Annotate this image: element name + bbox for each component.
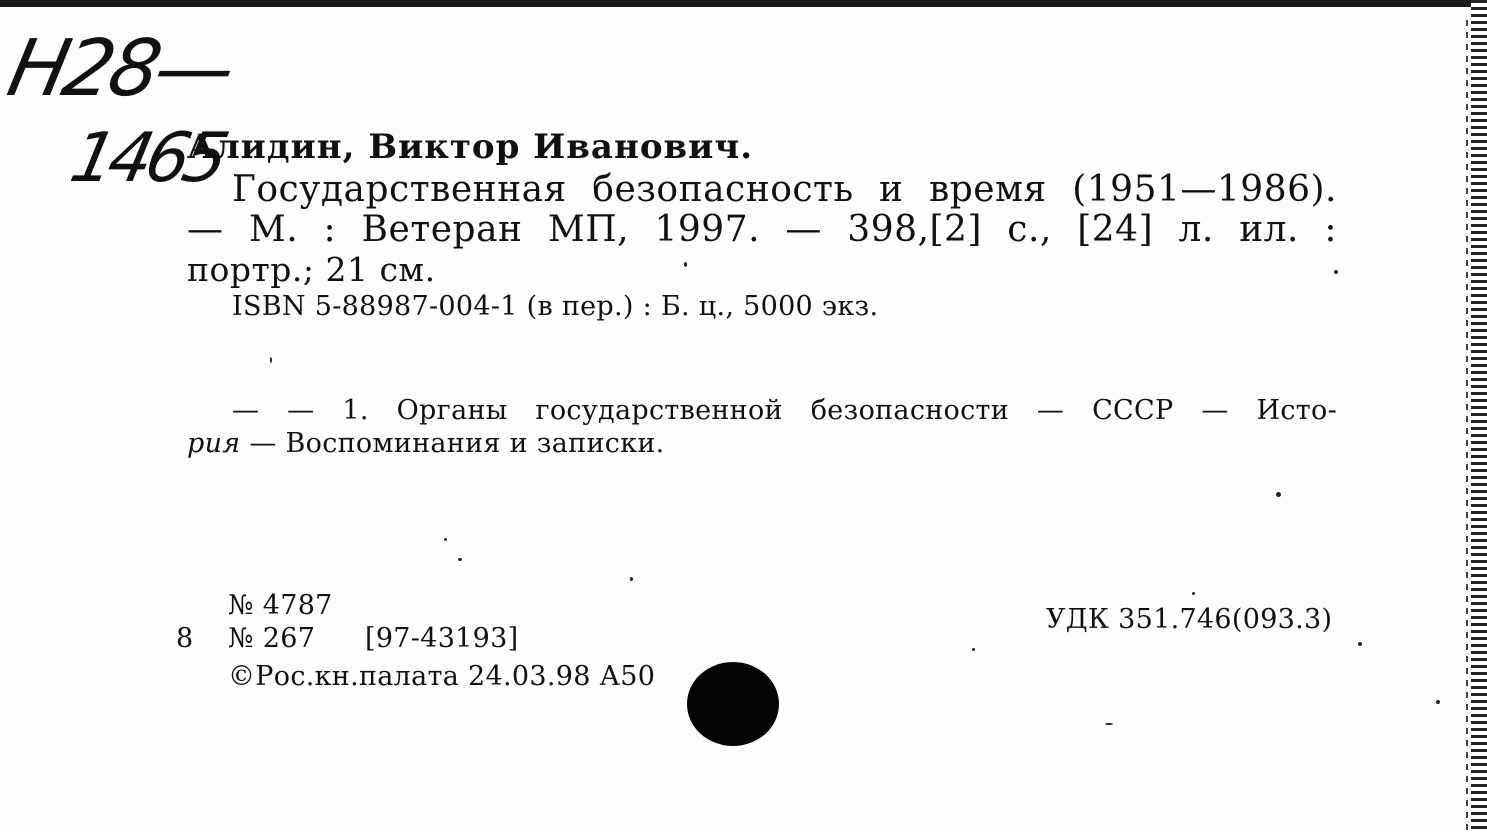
scan-speck xyxy=(1192,592,1195,595)
scan-speck xyxy=(972,648,975,651)
subject-heading-rest: — Воспоминания и записки. xyxy=(240,428,665,459)
scan-speck xyxy=(630,577,633,581)
scan-speck xyxy=(270,357,272,363)
scan-speck xyxy=(444,538,447,541)
card-number-2-code: [97-43193] xyxy=(365,623,519,654)
scan-speck xyxy=(1276,492,1281,497)
isbn-line: ISBN 5-88987-004-1 (в пер.) : Б. ц., 5000 экз. xyxy=(232,291,879,322)
handwritten-shelfmark-top: Н28— xyxy=(0,24,240,114)
title-line: Государственная безопасность и время (1951—1986). xyxy=(232,169,1337,210)
subject-heading-italic-part: рия xyxy=(187,428,241,459)
card-number-1: № 4787 xyxy=(228,590,333,621)
scan-speck xyxy=(458,558,462,561)
scan-speck xyxy=(1334,270,1338,274)
scan-speck xyxy=(1436,700,1440,704)
card-right-dashed-edge xyxy=(1466,20,1468,832)
scan-speck xyxy=(1105,723,1113,725)
imprint-line: — М. : Ветеран МП, 1997. — 398,[2] с., [24] л. ил. : xyxy=(187,209,1337,250)
card-lead-digit: 8 xyxy=(176,623,194,654)
card-number-2: № 267 xyxy=(228,623,316,654)
scan-speck xyxy=(684,262,687,267)
scan-speck xyxy=(1358,642,1362,646)
punched-hole-mark xyxy=(687,662,779,746)
copyright-line: ©Рос.кн.палата 24.03.98 А50 xyxy=(228,661,656,692)
subject-heading-line-1: — — 1. Органы государственной безопасности — СССР — Исто- xyxy=(232,395,1337,426)
subject-heading-line-2 xyxy=(187,430,665,457)
card-right-edge xyxy=(1471,0,1487,832)
udk-code: УДК 351.746(093.3) xyxy=(1046,604,1333,635)
card-top-edge xyxy=(0,0,1487,7)
handwritten-shelfmark-bottom: 1465 xyxy=(63,119,230,198)
physical-description: портр.; 21 см. xyxy=(187,250,436,289)
author-heading: Алидин, Виктор Иванович. xyxy=(187,127,754,167)
